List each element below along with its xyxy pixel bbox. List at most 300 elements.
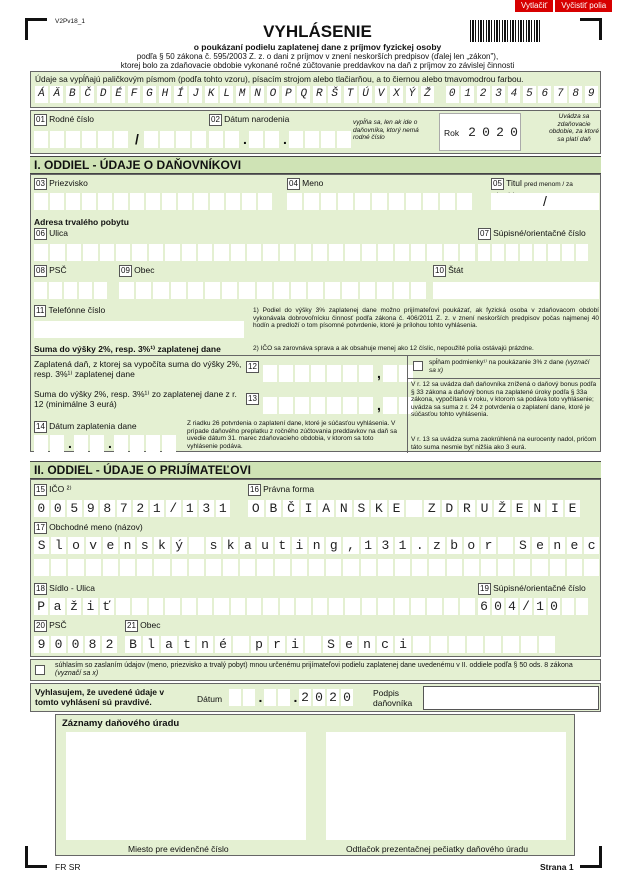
char-cell[interactable]: 4 <box>506 598 518 615</box>
char-cell[interactable]: 3 <box>378 537 393 554</box>
char-cell[interactable]: i <box>292 537 307 554</box>
char-cell[interactable] <box>50 244 64 261</box>
char-cell[interactable] <box>198 598 212 615</box>
char-cell[interactable]: E <box>512 500 528 517</box>
char-cell[interactable] <box>279 397 293 414</box>
conditions-checkbox[interactable] <box>413 361 423 371</box>
char-cell[interactable] <box>413 636 429 653</box>
char-cell[interactable]: S <box>515 537 530 554</box>
share-amount-input[interactable] <box>263 397 415 414</box>
char-cell[interactable] <box>431 636 447 653</box>
char-cell[interactable]: P <box>34 598 48 615</box>
char-cell[interactable]: 2 <box>466 124 478 141</box>
char-cell[interactable]: u <box>257 537 272 554</box>
char-cell[interactable] <box>226 193 240 210</box>
char-cell[interactable] <box>576 598 588 615</box>
char-cell[interactable]: l <box>51 537 66 554</box>
char-cell[interactable] <box>171 282 186 299</box>
char-cell[interactable]: ý <box>172 537 187 554</box>
char-cell[interactable]: D <box>442 500 458 517</box>
char-cell[interactable] <box>576 244 588 261</box>
char-cell[interactable] <box>345 244 359 261</box>
char-cell[interactable] <box>395 559 410 576</box>
char-cell[interactable] <box>146 435 160 452</box>
char-cell[interactable] <box>172 559 187 576</box>
char-cell[interactable] <box>165 598 179 615</box>
char-cell[interactable] <box>291 282 306 299</box>
char-cell[interactable] <box>550 559 565 576</box>
char-cell[interactable]: 8 <box>85 636 100 653</box>
char-cell[interactable] <box>345 598 359 615</box>
char-cell[interactable] <box>189 559 204 576</box>
char-cell[interactable] <box>337 131 351 148</box>
char-cell[interactable] <box>114 131 128 148</box>
academic-title-input[interactable]: / <box>491 193 599 210</box>
seat-number-input[interactable] <box>478 598 590 615</box>
char-cell[interactable] <box>119 282 134 299</box>
char-cell[interactable] <box>130 193 144 210</box>
char-cell[interactable]: N <box>336 500 352 517</box>
char-cell[interactable] <box>278 689 290 706</box>
char-cell[interactable]: 2 <box>102 636 117 653</box>
char-cell[interactable] <box>144 131 158 148</box>
char-cell[interactable] <box>247 244 261 261</box>
char-cell[interactable]: K <box>371 500 387 517</box>
char-cell[interactable] <box>242 193 256 210</box>
char-cell[interactable] <box>258 193 272 210</box>
char-cell[interactable] <box>263 244 277 261</box>
char-cell[interactable] <box>178 193 192 210</box>
char-cell[interactable] <box>338 193 353 210</box>
char-cell[interactable]: 0 <box>51 500 66 517</box>
char-cell[interactable] <box>188 282 203 299</box>
char-cell[interactable]: a <box>240 537 255 554</box>
char-cell[interactable] <box>378 559 393 576</box>
char-cell[interactable]: z <box>429 537 444 554</box>
char-cell[interactable] <box>321 131 335 148</box>
house-number-input[interactable] <box>478 244 590 261</box>
char-cell[interactable]: ž <box>67 598 81 615</box>
char-cell[interactable] <box>440 193 455 210</box>
char-cell[interactable] <box>165 244 179 261</box>
char-cell[interactable]: i <box>395 636 411 653</box>
char-cell[interactable]: n <box>359 636 375 653</box>
char-cell[interactable] <box>146 193 160 210</box>
char-cell[interactable] <box>289 131 303 148</box>
char-cell[interactable] <box>411 282 426 299</box>
char-cell[interactable] <box>51 559 66 576</box>
char-cell[interactable] <box>539 636 555 653</box>
char-cell[interactable] <box>562 598 574 615</box>
business-name-input[interactable] <box>34 537 601 554</box>
char-cell[interactable]: / <box>520 598 532 615</box>
char-cell[interactable] <box>264 689 276 706</box>
char-cell[interactable] <box>449 636 465 653</box>
char-cell[interactable] <box>460 244 474 261</box>
char-cell[interactable] <box>326 559 341 576</box>
char-cell[interactable] <box>406 193 421 210</box>
char-cell[interactable] <box>562 244 574 261</box>
char-cell[interactable]: 0 <box>341 689 353 706</box>
char-cell[interactable] <box>182 598 196 615</box>
char-cell[interactable] <box>79 282 92 299</box>
char-cell[interactable] <box>362 598 376 615</box>
char-cell[interactable] <box>584 559 599 576</box>
char-cell[interactable] <box>34 282 47 299</box>
char-cell[interactable] <box>50 435 64 452</box>
surname-input[interactable] <box>34 193 274 210</box>
char-cell[interactable]: k <box>223 537 238 554</box>
char-cell[interactable]: n <box>309 537 324 554</box>
char-cell[interactable] <box>372 193 387 210</box>
char-cell[interactable]: k <box>154 537 169 554</box>
char-cell[interactable] <box>176 131 190 148</box>
char-cell[interactable]: 1 <box>534 598 546 615</box>
char-cell[interactable] <box>257 282 272 299</box>
char-cell[interactable] <box>305 636 321 653</box>
char-cell[interactable] <box>389 193 404 210</box>
char-cell[interactable]: t <box>275 537 290 554</box>
char-cell[interactable] <box>90 435 104 452</box>
print-button[interactable]: Vytlačiť <box>515 0 553 12</box>
char-cell[interactable]: 6 <box>478 598 490 615</box>
char-cell[interactable] <box>214 598 228 615</box>
char-cell[interactable] <box>132 598 146 615</box>
char-cell[interactable]: 2 <box>299 689 311 706</box>
char-cell[interactable] <box>464 559 479 576</box>
char-cell[interactable]: r <box>269 636 285 653</box>
char-cell[interactable]: c <box>377 636 393 653</box>
char-cell[interactable]: 1 <box>150 500 165 517</box>
char-cell[interactable] <box>49 282 62 299</box>
char-cell[interactable] <box>296 244 310 261</box>
char-cell[interactable]: n <box>550 537 565 554</box>
char-cell[interactable] <box>154 559 169 576</box>
char-cell[interactable] <box>83 244 97 261</box>
char-cell[interactable] <box>194 193 208 210</box>
char-cell[interactable] <box>478 244 490 261</box>
char-cell[interactable] <box>149 598 163 615</box>
business-name-input-line-2[interactable] <box>34 559 601 576</box>
char-cell[interactable] <box>395 598 409 615</box>
char-cell[interactable] <box>50 193 64 210</box>
char-cell[interactable] <box>137 559 152 576</box>
char-cell[interactable]: I <box>547 500 563 517</box>
consent-checkbox[interactable] <box>35 665 45 675</box>
char-cell[interactable]: i <box>83 598 97 615</box>
char-cell[interactable]: 0 <box>34 500 49 517</box>
char-cell[interactable] <box>149 244 163 261</box>
char-cell[interactable] <box>444 244 458 261</box>
char-cell[interactable] <box>498 559 513 576</box>
char-cell[interactable] <box>189 537 204 554</box>
char-cell[interactable] <box>82 131 96 148</box>
char-cell[interactable] <box>34 131 48 148</box>
char-cell[interactable]: 1 <box>361 537 376 554</box>
char-cell[interactable]: A <box>318 500 334 517</box>
char-cell[interactable] <box>67 244 81 261</box>
char-cell[interactable]: R <box>459 500 475 517</box>
char-cell[interactable] <box>362 244 376 261</box>
char-cell[interactable] <box>329 598 343 615</box>
char-cell[interactable]: e <box>341 636 357 653</box>
char-cell[interactable] <box>532 559 547 576</box>
char-cell[interactable]: 2 <box>327 689 339 706</box>
char-cell[interactable] <box>280 244 294 261</box>
char-cell[interactable] <box>205 282 220 299</box>
char-cell[interactable] <box>120 559 135 576</box>
char-cell[interactable]: B <box>125 636 141 653</box>
char-cell[interactable] <box>378 598 392 615</box>
char-cell[interactable] <box>492 244 504 261</box>
char-cell[interactable] <box>427 598 441 615</box>
char-cell[interactable] <box>359 397 373 414</box>
char-cell[interactable]: 1 <box>395 537 410 554</box>
char-cell[interactable] <box>279 365 293 382</box>
char-cell[interactable] <box>429 559 444 576</box>
char-cell[interactable] <box>66 193 80 210</box>
char-cell[interactable] <box>66 131 80 148</box>
char-cell[interactable] <box>86 559 101 576</box>
char-cell[interactable] <box>411 244 425 261</box>
char-cell[interactable] <box>295 365 309 382</box>
char-cell[interactable] <box>198 244 212 261</box>
char-cell[interactable] <box>100 244 114 261</box>
char-cell[interactable] <box>114 193 128 210</box>
char-cell[interactable]: 5 <box>67 500 82 517</box>
char-cell[interactable] <box>132 244 146 261</box>
char-cell[interactable] <box>378 244 392 261</box>
char-cell[interactable]: S <box>34 537 49 554</box>
char-cell[interactable] <box>263 598 277 615</box>
char-cell[interactable] <box>327 397 341 414</box>
char-cell[interactable] <box>534 244 546 261</box>
char-cell[interactable]: p <box>251 636 267 653</box>
char-cell[interactable]: e <box>103 537 118 554</box>
char-cell[interactable] <box>50 131 64 148</box>
char-cell[interactable] <box>82 193 96 210</box>
char-cell[interactable] <box>116 244 130 261</box>
char-cell[interactable] <box>116 598 130 615</box>
char-cell[interactable] <box>233 636 249 653</box>
char-cell[interactable] <box>210 193 224 210</box>
char-cell[interactable]: 0 <box>508 124 520 141</box>
char-cell[interactable] <box>263 397 277 414</box>
char-cell[interactable] <box>377 282 392 299</box>
char-cell[interactable]: 2 <box>494 124 506 141</box>
char-cell[interactable] <box>325 282 340 299</box>
char-cell[interactable] <box>411 598 425 615</box>
char-cell[interactable]: 2 <box>133 500 148 517</box>
seat-street-input[interactable] <box>34 598 477 615</box>
char-cell[interactable] <box>304 193 319 210</box>
char-cell[interactable] <box>548 244 560 261</box>
char-cell[interactable] <box>231 598 245 615</box>
char-cell[interactable]: a <box>161 636 177 653</box>
char-cell[interactable] <box>114 435 128 452</box>
char-cell[interactable] <box>34 559 49 576</box>
char-cell[interactable]: 0 <box>51 636 66 653</box>
char-cell[interactable] <box>231 244 245 261</box>
char-cell[interactable]: r <box>481 537 496 554</box>
char-cell[interactable] <box>247 598 261 615</box>
char-cell[interactable] <box>498 537 513 554</box>
char-cell[interactable]: 7 <box>117 500 132 517</box>
char-cell[interactable] <box>406 500 422 517</box>
char-cell[interactable] <box>240 559 255 576</box>
char-cell[interactable] <box>308 282 323 299</box>
char-cell[interactable]: 0 <box>480 124 492 141</box>
char-cell[interactable] <box>265 131 279 148</box>
char-cell[interactable] <box>313 598 327 615</box>
char-cell[interactable] <box>506 244 518 261</box>
char-cell[interactable] <box>206 559 221 576</box>
char-cell[interactable] <box>423 193 438 210</box>
char-cell[interactable] <box>136 282 151 299</box>
char-cell[interactable]: b <box>447 537 462 554</box>
birth-date-input[interactable] <box>209 131 353 148</box>
char-cell[interactable] <box>162 193 176 210</box>
char-cell[interactable] <box>74 435 88 452</box>
char-cell[interactable] <box>321 193 336 210</box>
char-cell[interactable] <box>209 131 223 148</box>
char-cell[interactable]: , <box>343 537 358 554</box>
char-cell[interactable] <box>222 282 237 299</box>
char-cell[interactable]: 0 <box>492 598 504 615</box>
year-input[interactable] <box>466 124 522 141</box>
char-cell[interactable] <box>457 193 472 210</box>
char-cell[interactable] <box>447 559 462 576</box>
birth-number-input[interactable] <box>34 131 208 148</box>
ico-input[interactable] <box>34 500 232 517</box>
country-input[interactable] <box>433 282 599 299</box>
char-cell[interactable] <box>274 282 289 299</box>
char-cell[interactable]: Č <box>283 500 299 517</box>
char-cell[interactable]: c <box>584 537 599 554</box>
char-cell[interactable]: 0 <box>313 689 325 706</box>
char-cell[interactable] <box>98 193 112 210</box>
char-cell[interactable] <box>225 131 239 148</box>
char-cell[interactable]: 1 <box>216 500 231 517</box>
phone-input[interactable] <box>34 321 244 338</box>
char-cell[interactable] <box>515 559 530 576</box>
char-cell[interactable] <box>162 435 176 452</box>
char-cell[interactable]: E <box>389 500 405 517</box>
char-cell[interactable] <box>182 244 196 261</box>
char-cell[interactable]: 0 <box>68 636 83 653</box>
char-cell[interactable] <box>223 559 238 576</box>
char-cell[interactable] <box>263 365 277 382</box>
char-cell[interactable] <box>257 559 272 576</box>
char-cell[interactable] <box>68 559 83 576</box>
char-cell[interactable]: e <box>567 537 582 554</box>
seat-zip-input[interactable] <box>34 636 119 653</box>
char-cell[interactable] <box>229 689 241 706</box>
char-cell[interactable]: o <box>68 537 83 554</box>
char-cell[interactable] <box>153 282 168 299</box>
char-cell[interactable]: U <box>477 500 493 517</box>
char-cell[interactable] <box>395 244 409 261</box>
char-cell[interactable]: n <box>197 636 213 653</box>
char-cell[interactable] <box>309 559 324 576</box>
char-cell[interactable] <box>34 193 48 210</box>
char-cell[interactable]: 9 <box>34 636 49 653</box>
char-cell[interactable] <box>399 365 413 382</box>
zip-input[interactable] <box>34 282 109 299</box>
char-cell[interactable] <box>103 559 118 576</box>
char-cell[interactable]: o <box>464 537 479 554</box>
char-cell[interactable] <box>287 193 302 210</box>
char-cell[interactable]: / <box>166 500 181 517</box>
char-cell[interactable] <box>295 397 309 414</box>
char-cell[interactable]: s <box>137 537 152 554</box>
char-cell[interactable] <box>355 193 370 210</box>
char-cell[interactable] <box>160 131 174 148</box>
char-cell[interactable]: S <box>354 500 370 517</box>
char-cell[interactable]: N <box>530 500 546 517</box>
char-cell[interactable] <box>280 598 294 615</box>
char-cell[interactable] <box>481 559 496 576</box>
char-cell[interactable]: ť <box>100 598 114 615</box>
char-cell[interactable] <box>503 636 519 653</box>
char-cell[interactable]: . <box>412 537 427 554</box>
char-cell[interactable] <box>329 244 343 261</box>
char-cell[interactable] <box>360 282 375 299</box>
char-cell[interactable] <box>192 131 206 148</box>
char-cell[interactable]: s <box>206 537 221 554</box>
char-cell[interactable] <box>567 559 582 576</box>
char-cell[interactable]: t <box>179 636 195 653</box>
char-cell[interactable] <box>243 689 255 706</box>
char-cell[interactable]: 1 <box>183 500 198 517</box>
char-cell[interactable]: l <box>143 636 159 653</box>
char-cell[interactable] <box>444 598 458 615</box>
char-cell[interactable] <box>34 244 48 261</box>
char-cell[interactable] <box>305 131 319 148</box>
char-cell[interactable]: E <box>565 500 581 517</box>
char-cell[interactable] <box>311 397 325 414</box>
char-cell[interactable] <box>130 435 144 452</box>
char-cell[interactable] <box>427 244 441 261</box>
char-cell[interactable] <box>460 598 474 615</box>
char-cell[interactable] <box>412 559 427 576</box>
clear-fields-button[interactable]: Vyčistiť polia <box>555 0 612 12</box>
char-cell[interactable]: a <box>50 598 64 615</box>
char-cell[interactable] <box>343 365 357 382</box>
tax-amount-input[interactable] <box>263 365 415 382</box>
payment-date-input[interactable] <box>34 435 178 452</box>
char-cell[interactable] <box>361 559 376 576</box>
seat-city-input[interactable] <box>125 636 557 653</box>
char-cell[interactable] <box>520 244 532 261</box>
char-cell[interactable] <box>383 397 397 414</box>
char-cell[interactable]: I <box>301 500 317 517</box>
char-cell[interactable]: é <box>215 636 231 653</box>
city-input[interactable] <box>119 282 428 299</box>
street-input[interactable] <box>34 244 477 261</box>
char-cell[interactable] <box>214 244 228 261</box>
char-cell[interactable] <box>521 636 537 653</box>
char-cell[interactable]: g <box>326 537 341 554</box>
signature-field[interactable] <box>423 686 599 710</box>
char-cell[interactable] <box>292 559 307 576</box>
char-cell[interactable]: Ž <box>494 500 510 517</box>
char-cell[interactable] <box>313 244 327 261</box>
char-cell[interactable]: n <box>120 537 135 554</box>
char-cell[interactable]: i <box>287 636 303 653</box>
char-cell[interactable]: B <box>266 500 282 517</box>
char-cell[interactable] <box>94 282 107 299</box>
